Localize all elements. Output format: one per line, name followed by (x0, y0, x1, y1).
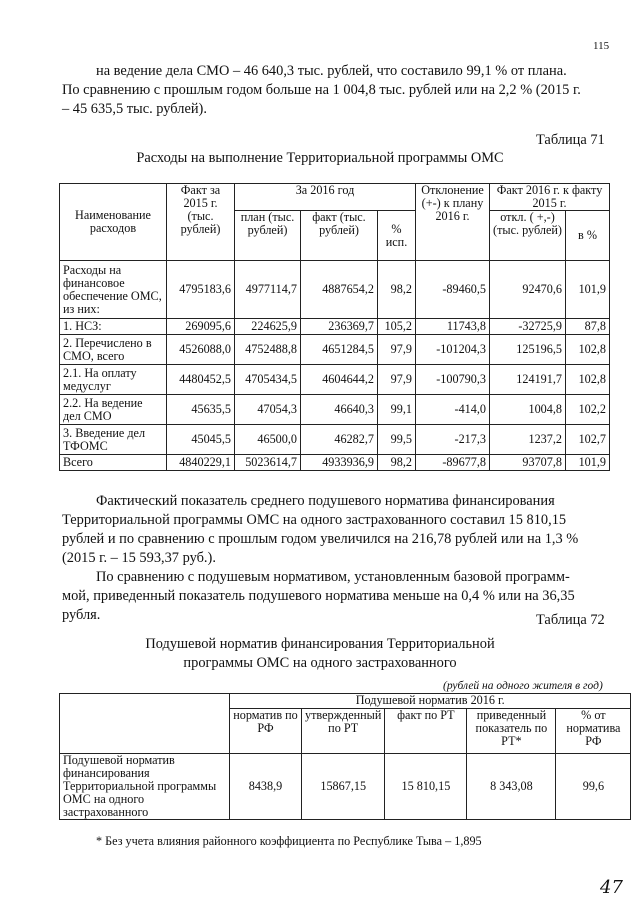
table71 (59, 183, 610, 471)
header-rt-approved: утвержденный по РТ (302, 709, 385, 754)
header-pct-rf: % от норматива РФ (556, 709, 631, 754)
intro-line: на ведение дела СМО – 46 640,3 тыс. рублей, что составило 99,1 % от плана. (96, 63, 567, 79)
cell-fact: 46282,7 (301, 425, 378, 455)
cell-deviation: -100790,3 (416, 365, 490, 395)
row-name: 3. Введение дел ТФОМС (60, 425, 167, 455)
cell-plan: 4977114,7 (235, 261, 301, 319)
paragraph-line: Территориальной программы ОМС на одного застрахованного составил 15 810,15 (62, 512, 567, 528)
header-fact2015: Факт за 2015 г. (тыс. рублей) (167, 184, 235, 261)
header-rf-norm: норматив по РФ (230, 709, 302, 754)
cell-fact2015: 4840229,1 (167, 455, 235, 471)
table-row (60, 365, 610, 395)
cell-rt-reduced: 8 343,08 (467, 754, 556, 820)
cell-plan: 4705434,5 (235, 365, 301, 395)
cell-deviation: -101204,3 (416, 335, 490, 365)
header-rt-reduced: приведенный показатель по РТ* (467, 709, 556, 754)
cell-pct: 97,9 (378, 335, 416, 365)
cell-plan: 224625,9 (235, 319, 301, 335)
row-name: Всего (60, 455, 167, 471)
cell-plan: 5023614,7 (235, 455, 301, 471)
table72-title-line2: программы ОМС на одного застрахованного (183, 655, 457, 671)
cell-pct: 99,5 (378, 425, 416, 455)
cell-dev-abs: 93707,8 (490, 455, 566, 471)
table-row (60, 425, 610, 455)
cell-dev-pct: 101,9 (566, 455, 610, 471)
cell-dev-abs: 125196,5 (490, 335, 566, 365)
cell-fact: 236369,7 (301, 319, 378, 335)
table71-title: Расходы на выполнение Территориальной программы ОМС (136, 150, 504, 166)
cell-dev-pct: 102,8 (566, 365, 610, 395)
cell-pct: 98,2 (378, 455, 416, 471)
page-number: 115 (593, 40, 610, 52)
row-name: Расходы на финансовое обеспечение ОМС, из них: (60, 261, 167, 319)
cell-deviation: 11743,8 (416, 319, 490, 335)
row-name: 2. Перечислено в СМО, всего (60, 335, 167, 365)
cell-dev-abs: 124191,7 (490, 365, 566, 395)
cell-rt-fact: 15 810,15 (385, 754, 467, 820)
header-pct-exec: % исп. (378, 211, 416, 261)
row-name: 2.1. На оплату медуслуг (60, 365, 167, 395)
cell-deviation: -217,3 (416, 425, 490, 455)
header-deviation: Отклонение (+-) к плану 2016 г. (416, 184, 490, 261)
cell-fact: 4651284,5 (301, 335, 378, 365)
cell-dev-pct: 102,2 (566, 395, 610, 425)
header-year2016: За 2016 год (235, 184, 416, 211)
header-plan: план (тыс. рублей) (235, 211, 301, 261)
header-dev-abs: откл. ( +,-) (тыс. рублей) (490, 211, 566, 261)
header-vs2015: Факт 2016 г. к факту 2015 г. (490, 184, 610, 211)
cell-fact2015: 4480452,5 (167, 365, 235, 395)
table-row (60, 395, 610, 425)
table-row (60, 261, 610, 319)
paragraph-line: По сравнению с подушевым нормативом, установленным базовой программ- (96, 569, 570, 585)
cell-dev-pct: 102,7 (566, 425, 610, 455)
paragraph-line: мой, приведенный показатель подушевого норматива меньше на 0,4 % или на 36,35 (62, 588, 575, 604)
table-row (60, 335, 610, 365)
cell-dev-pct: 101,9 (566, 261, 610, 319)
cell-fact: 46640,3 (301, 395, 378, 425)
header-name: Наименование расходов (60, 184, 167, 261)
table-row (60, 319, 610, 335)
header-dev-pct: в % (566, 211, 610, 261)
cell-pct-rf: 99,6 (556, 754, 631, 820)
table71-label: Таблица 71 (536, 132, 605, 148)
header-group: Подушевой норматив 2016 г. (230, 694, 631, 709)
cell-dev-pct: 87,8 (566, 319, 610, 335)
cell-rf-norm: 8438,9 (230, 754, 302, 820)
paragraph-line: рубля. (62, 607, 101, 623)
row-name: 1. НСЗ: (60, 319, 167, 335)
cell-plan: 4752488,8 (235, 335, 301, 365)
cell-pct: 105,2 (378, 319, 416, 335)
cell-dev-pct: 102,8 (566, 335, 610, 365)
handwritten-mark: 47 (600, 877, 623, 898)
header-rt-fact: факт по РТ (385, 709, 467, 754)
intro-paragraph (62, 62, 618, 119)
cell-deviation: -89460,5 (416, 261, 490, 319)
cell-deviation: -89677,8 (416, 455, 490, 471)
cell-pct: 98,2 (378, 261, 416, 319)
table72-title-line1: Подушевой норматив финансирования Территориальной (145, 636, 495, 652)
paragraph-comparison (62, 568, 618, 625)
table-row (60, 754, 631, 820)
intro-line: По сравнению с прошлым годом больше на 1 004,8 тыс. рублей или на 2,2 % (2015 г. (62, 82, 581, 98)
cell-dev-abs: 1237,2 (490, 425, 566, 455)
cell-fact2015: 269095,6 (167, 319, 235, 335)
cell-dev-abs: 92470,6 (490, 261, 566, 319)
cell-fact2015: 45635,5 (167, 395, 235, 425)
cell-rt-approved: 15867,15 (302, 754, 385, 820)
cell-deviation: -414,0 (416, 395, 490, 425)
paragraph-line: рублей и по сравнению с прошлым годом увеличился на 216,78 рублей или на 1,3 % (62, 531, 579, 547)
cell-dev-abs: -32725,9 (490, 319, 566, 335)
paragraph-line: (2015 г. – 15 593,37 руб.). (62, 550, 216, 566)
footnote: * Без учета влияния районного коэффициента по Республике Тыва – 1,895 (96, 834, 482, 848)
cell-fact2015: 4526088,0 (167, 335, 235, 365)
paragraph-line: Фактический показатель среднего подушевого норматива финансирования (96, 493, 555, 509)
cell-pct: 99,1 (378, 395, 416, 425)
header-empty (60, 694, 230, 754)
cell-fact2015: 45045,5 (167, 425, 235, 455)
header-fact: факт (тыс. рублей) (301, 211, 378, 261)
row-name: Подушевой норматив финансирования Территориальной программы ОМС на одного застрахованного (60, 754, 230, 820)
cell-fact: 4604644,2 (301, 365, 378, 395)
cell-plan: 47054,3 (235, 395, 301, 425)
cell-plan: 46500,0 (235, 425, 301, 455)
intro-line: – 45 635,5 тыс. рублей). (62, 101, 207, 117)
paragraph-average-norm (62, 492, 618, 568)
row-name: 2.2. На ведение дел СМО (60, 395, 167, 425)
table-row-total (60, 455, 610, 471)
cell-dev-abs: 1004,8 (490, 395, 566, 425)
table72-units: (рублей на одного жителя в год) (443, 680, 603, 692)
cell-pct: 97,9 (378, 365, 416, 395)
cell-fact: 4933936,9 (301, 455, 378, 471)
cell-fact: 4887654,2 (301, 261, 378, 319)
cell-fact2015: 4795183,6 (167, 261, 235, 319)
table72 (59, 693, 631, 820)
table72-label: Таблица 72 (536, 612, 605, 628)
